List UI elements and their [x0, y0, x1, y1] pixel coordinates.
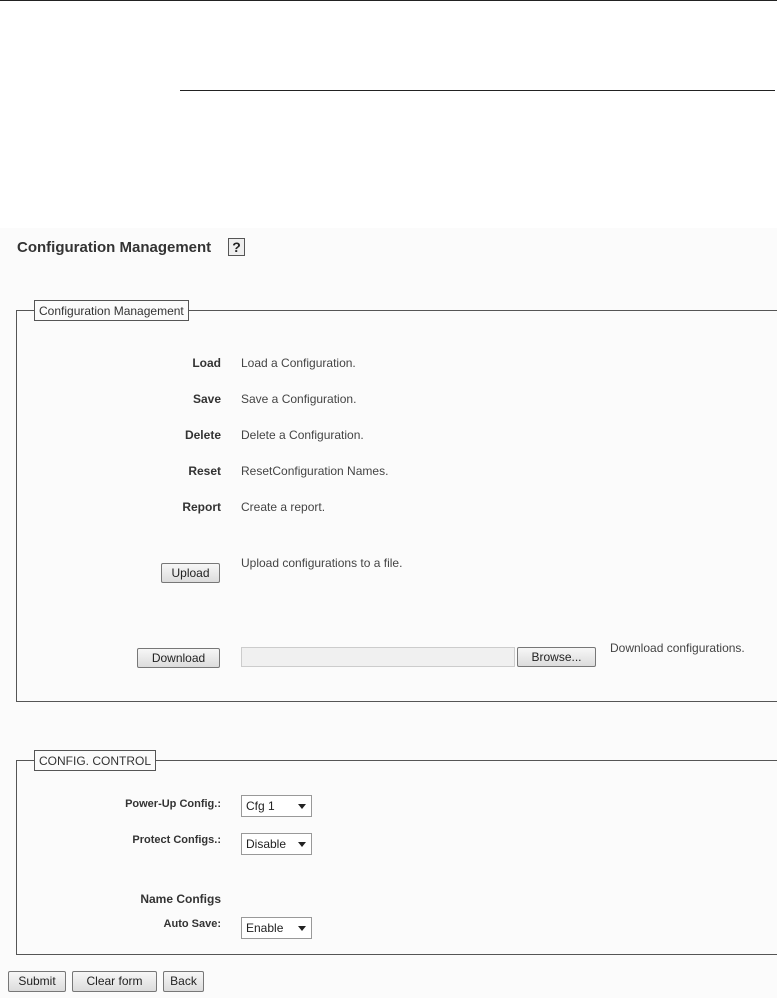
download-description: Download configurations. [610, 641, 745, 655]
clear-form-button[interactable]: Clear form [72, 971, 157, 992]
config-management-legend: Configuration Management [34, 300, 189, 321]
delete-description: Delete a Configuration. [241, 428, 364, 442]
submit-button[interactable]: Submit [8, 971, 66, 992]
chevron-down-icon [298, 804, 306, 809]
protect-configs-value: Disable [246, 837, 287, 851]
delete-label: Delete [184, 428, 221, 442]
load-label: Load [192, 356, 221, 370]
config-control-legend: CONFIG. CONTROL [34, 750, 156, 771]
chevron-down-icon [298, 842, 306, 847]
reset-label: Reset [188, 464, 221, 478]
download-file-input[interactable] [241, 647, 515, 667]
browse-button[interactable]: Browse... [517, 647, 596, 667]
auto-save-label: Auto Save: [163, 918, 221, 930]
report-label: Report [182, 500, 221, 514]
save-label: Save [192, 392, 221, 406]
load-description: Load a Configuration. [241, 356, 356, 370]
chevron-down-icon [298, 926, 306, 931]
page-title: Configuration Management [17, 239, 212, 256]
header-divider [180, 90, 775, 91]
upload-description: Upload configurations to a file. [241, 556, 403, 570]
name-configs-label: Name Configs [140, 892, 221, 906]
back-button[interactable]: Back [163, 971, 204, 992]
download-button[interactable]: Download [137, 648, 220, 668]
reset-description: ResetConfiguration Names. [241, 464, 389, 478]
top-divider [0, 0, 777, 1]
report-description: Create a report. [241, 500, 326, 514]
power-up-config-value: Cfg 1 [246, 799, 275, 813]
power-up-config-select[interactable] [241, 795, 312, 817]
protect-configs-select[interactable] [241, 833, 312, 855]
help-icon[interactable]: ? [228, 238, 245, 256]
auto-save-select[interactable] [241, 917, 312, 939]
save-description: Save a Configuration. [241, 392, 357, 406]
protect-configs-label: Protect Configs.: [132, 834, 221, 846]
auto-save-value: Enable [246, 921, 284, 935]
power-up-config-label: Power-Up Config.: [125, 798, 221, 810]
upload-button[interactable]: Upload [161, 563, 220, 583]
